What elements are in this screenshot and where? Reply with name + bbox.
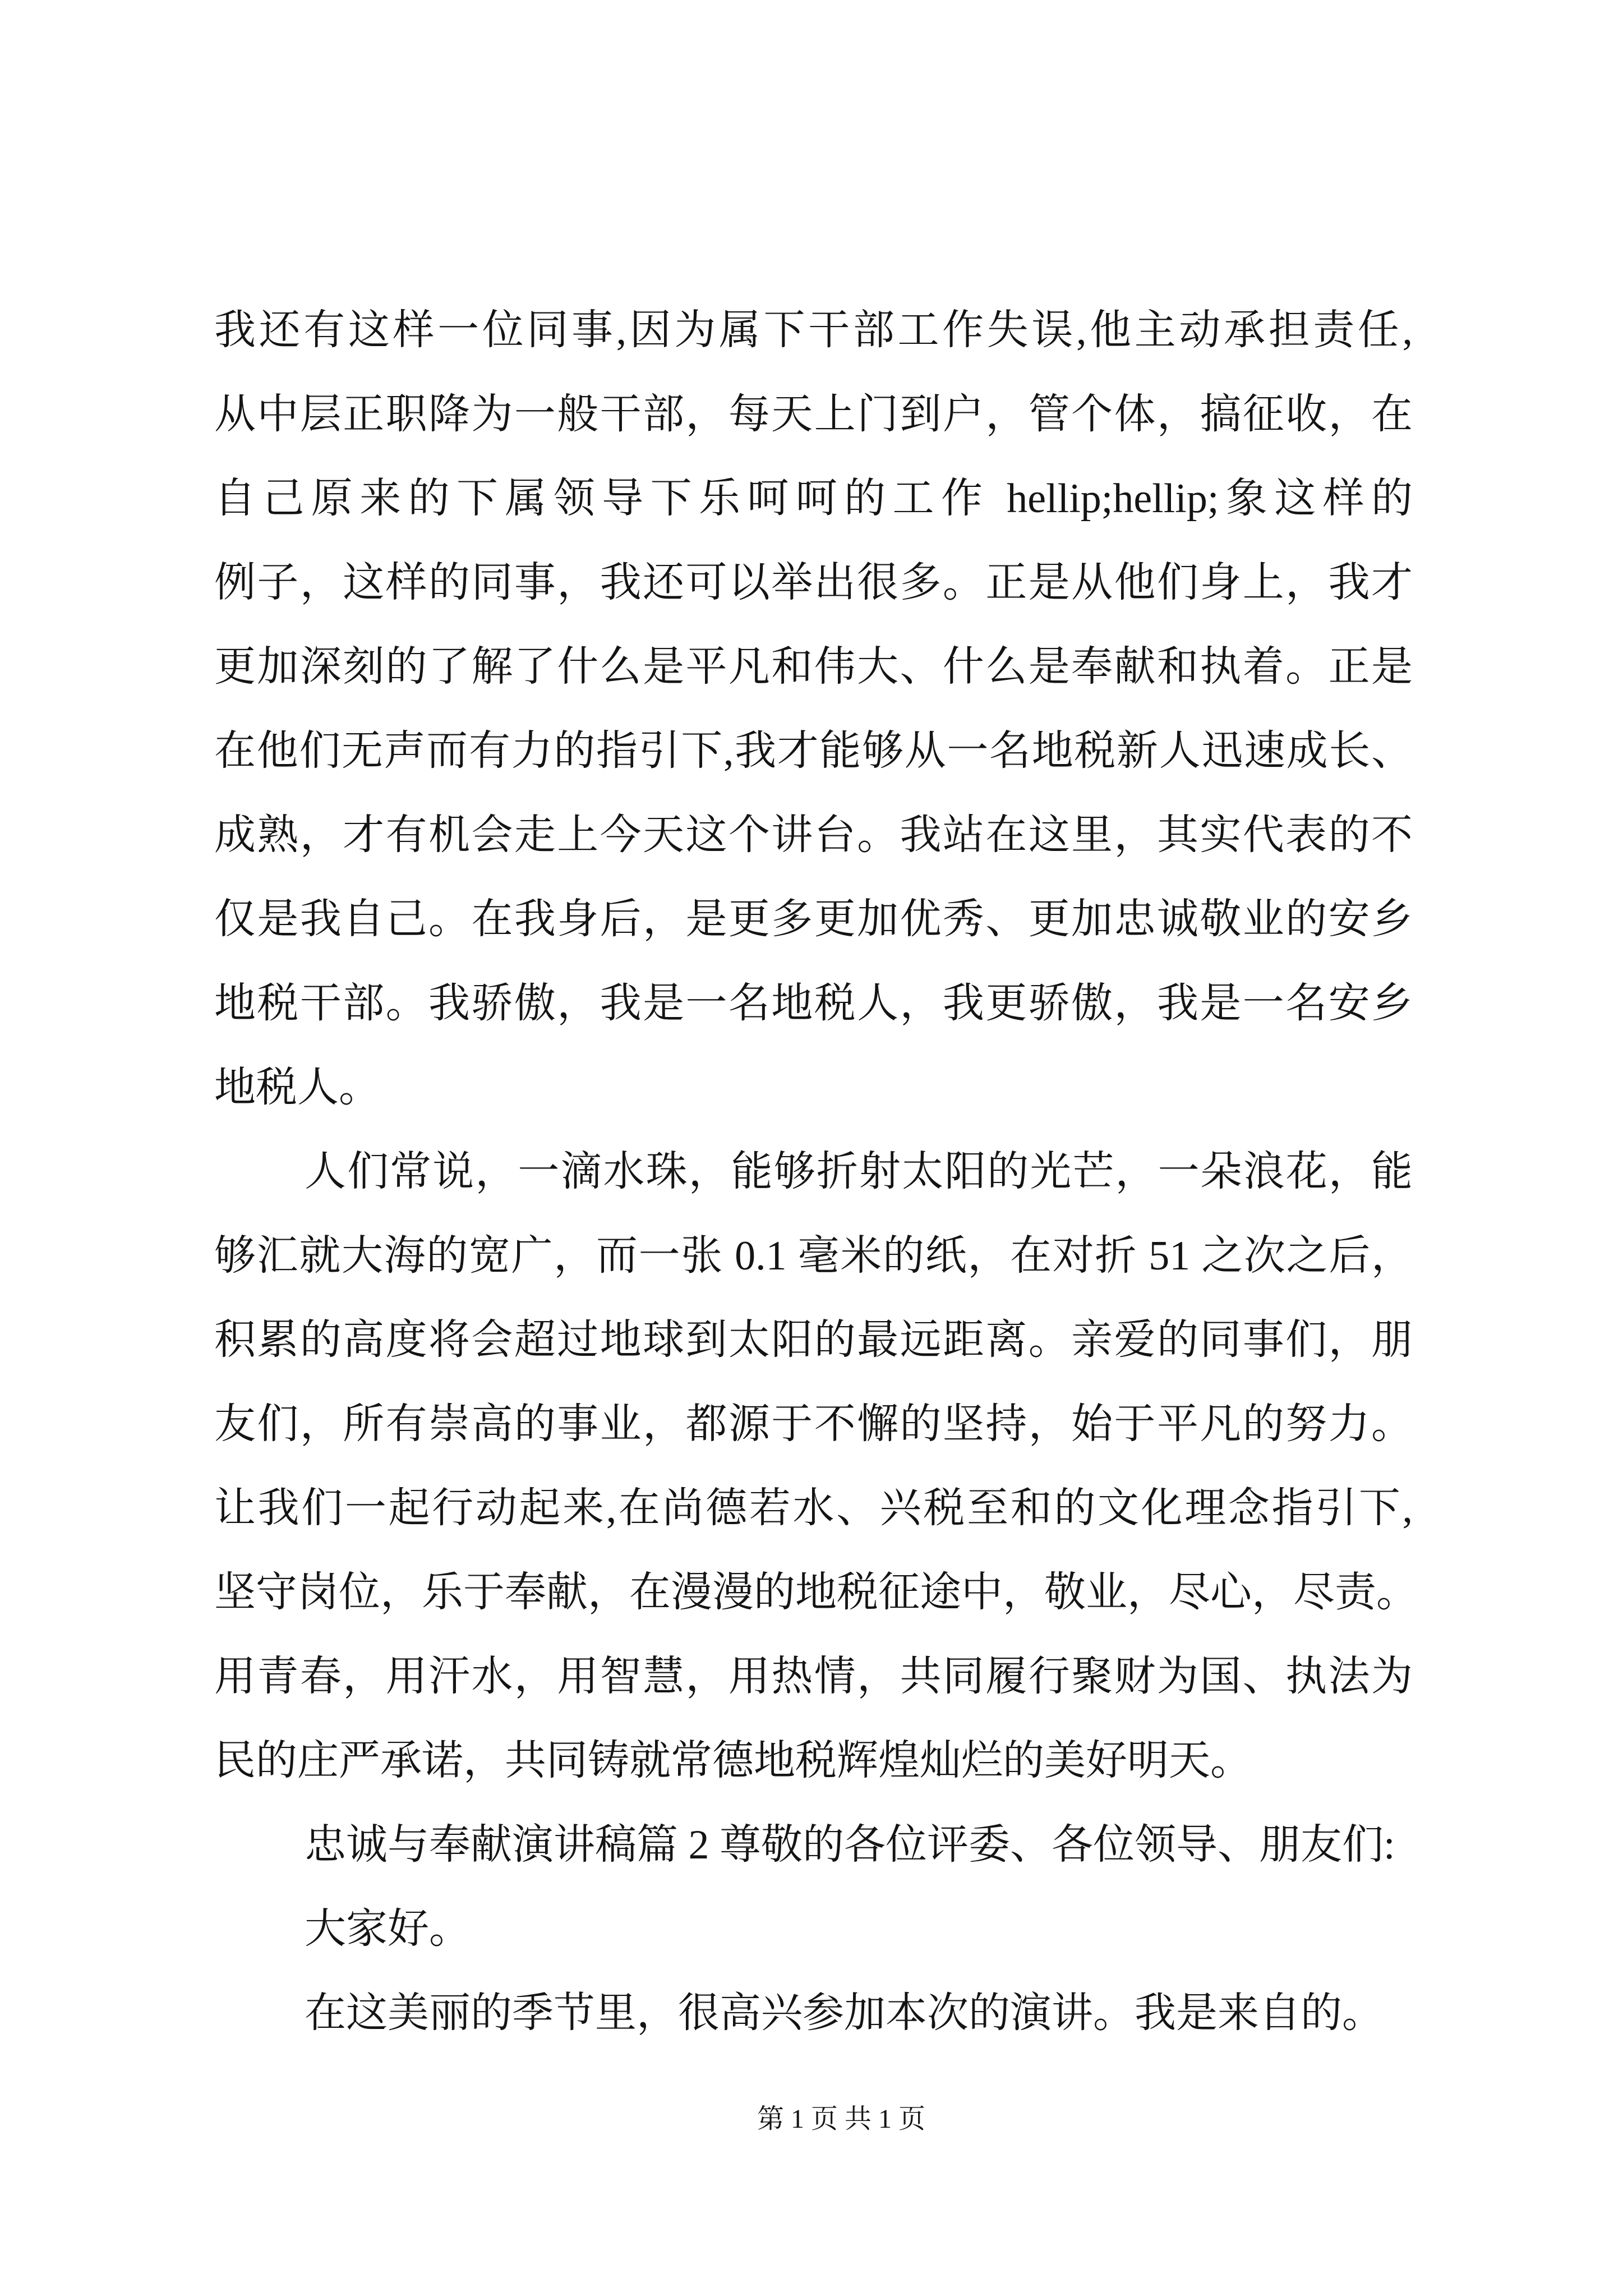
body-line: 人们常说，一滴水珠，能够折射太阳的光芒，一朵浪花，能: [305, 1149, 1413, 1195]
body-line: 让我们一起行动起来,在尚德若水、兴税至和的文化理念指引下,: [214, 1485, 1413, 1531]
page-footer: 第 1 页 共 1 页: [757, 2104, 926, 2134]
body-line: 在这美丽的季节里，很高兴参加本次的演讲。我是来自的。: [305, 1990, 1384, 2036]
document-body: [214, 288, 1418, 2055]
body-line: 用青春，用汗水，用智慧，用热情，共同履行聚财为国、执法为: [214, 1654, 1413, 1700]
body-line: 忠诚与奉献演讲稿篇 2 尊敬的各位评委、各位领导、朋友们:: [305, 1822, 1395, 1868]
body-line: 民的庄严承诺，共同铸就常德地税辉煌灿烂的美好明天。: [214, 1738, 1252, 1784]
paragraph: [214, 1887, 1413, 1971]
body-line: 从中层正职降为一般干部，每天上门到户，管个体，搞征收，在: [214, 392, 1413, 438]
body-line: 友们，所有崇高的事业，都源于不懈的坚持，始于平凡的努力。: [214, 1401, 1413, 1447]
body-line: 仅是我自己。在我身后，是更多更加优秀、更加忠诚敬业的安乡: [214, 896, 1413, 942]
body-line: 地税干部。我骄傲，我是一名地税人，我更骄傲，我是一名安乡: [214, 981, 1413, 1027]
body-line: 自己原来的下属领导下乐呵呵的工作 hellip;hellip;象这样的: [214, 476, 1413, 522]
body-line: 我还有这样一位同事,因为属下干部工作失误,他主动承担责任,: [214, 307, 1413, 353]
body-line: 成熟，才有机会走上今天这个讲台。我站在这里，其实代表的不: [214, 812, 1413, 858]
body-line: 坚守岗位，乐于奉献，在漫漫的地税征途中，敬业，尽心，尽责。: [214, 1570, 1418, 1616]
paragraph: [214, 1971, 1413, 2055]
body-line: 地税人。: [214, 1065, 380, 1111]
body-line: 在他们无声而有力的指引下,我才能够从一名地税新人迅速成长、: [214, 728, 1413, 774]
paragraph: [214, 1130, 1418, 1803]
body-line: 积累的高度将会超过地球到太阳的最远距离。亲爱的同事们，朋: [214, 1317, 1413, 1363]
body-line: 例子，这样的同事，我还可以举出很多。正是从他们身上，我才: [214, 560, 1413, 606]
paragraph: [214, 288, 1413, 1130]
paragraph: [214, 1803, 1413, 1887]
body-line: 够汇就大海的宽广，而一张 0.1 毫米的纸，在对折 51 之次之后，: [214, 1233, 1413, 1279]
body-line: 更加深刻的了解了什么是平凡和伟大、什么是奉献和执着。正是: [214, 644, 1413, 690]
body-line: 大家好。: [305, 1906, 471, 1952]
